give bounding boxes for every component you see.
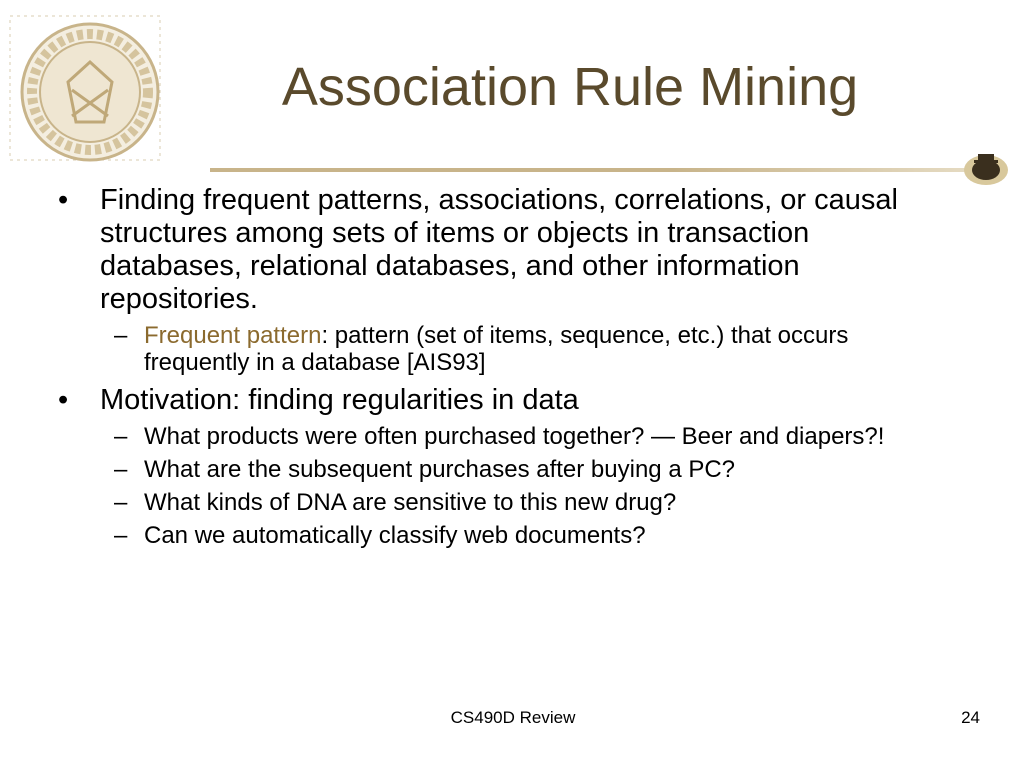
bullet-text: Finding frequent patterns, associations, correlations, or causal structures among sets of items or objects in transaction databases, relational databases, and other information repositories. <box>100 184 898 315</box>
sub-bullet-text: Can we automatically classify web documents? <box>144 522 646 549</box>
slide-body <box>56 180 956 549</box>
dash-icon: – <box>114 456 128 483</box>
sub-bullet-text: What kinds of DNA are sensitive to this new drug? <box>144 489 677 516</box>
title-divider <box>210 168 980 172</box>
bullet-item <box>56 384 956 417</box>
footer-course: CS490D Review <box>450 708 576 727</box>
sub-bullet-text: : pattern (set of items, sequence, etc.) that occurs frequently in a database [AIS93] <box>144 322 849 376</box>
sub-bullet-text: What are the subsequent purchases after buying a PC? <box>144 456 736 483</box>
sub-bullet-item <box>56 456 956 483</box>
sub-bullet-text: What products were often purchased together? — Beer and diapers?! <box>144 423 885 450</box>
sub-bullet-item <box>56 322 956 376</box>
slide-title: Association Rule Mining <box>281 57 859 117</box>
dash-icon: – <box>114 322 128 349</box>
page-number: 24 <box>961 708 980 727</box>
sub-bullet-item <box>56 522 956 549</box>
sub-bullet-item <box>56 489 956 516</box>
bullet-item <box>56 184 956 316</box>
purdue-logo-icon <box>960 148 1012 190</box>
dash-icon: – <box>114 522 128 549</box>
bullet-icon: • <box>58 184 69 216</box>
term-highlight: Frequent pattern <box>144 322 322 349</box>
dash-icon: – <box>114 423 128 450</box>
bullet-text: Motivation: finding regularities in data <box>100 384 579 416</box>
dash-icon: – <box>114 489 128 516</box>
sub-bullet-item <box>56 423 956 450</box>
bullet-icon: • <box>58 384 69 416</box>
university-seal-icon <box>8 12 168 164</box>
